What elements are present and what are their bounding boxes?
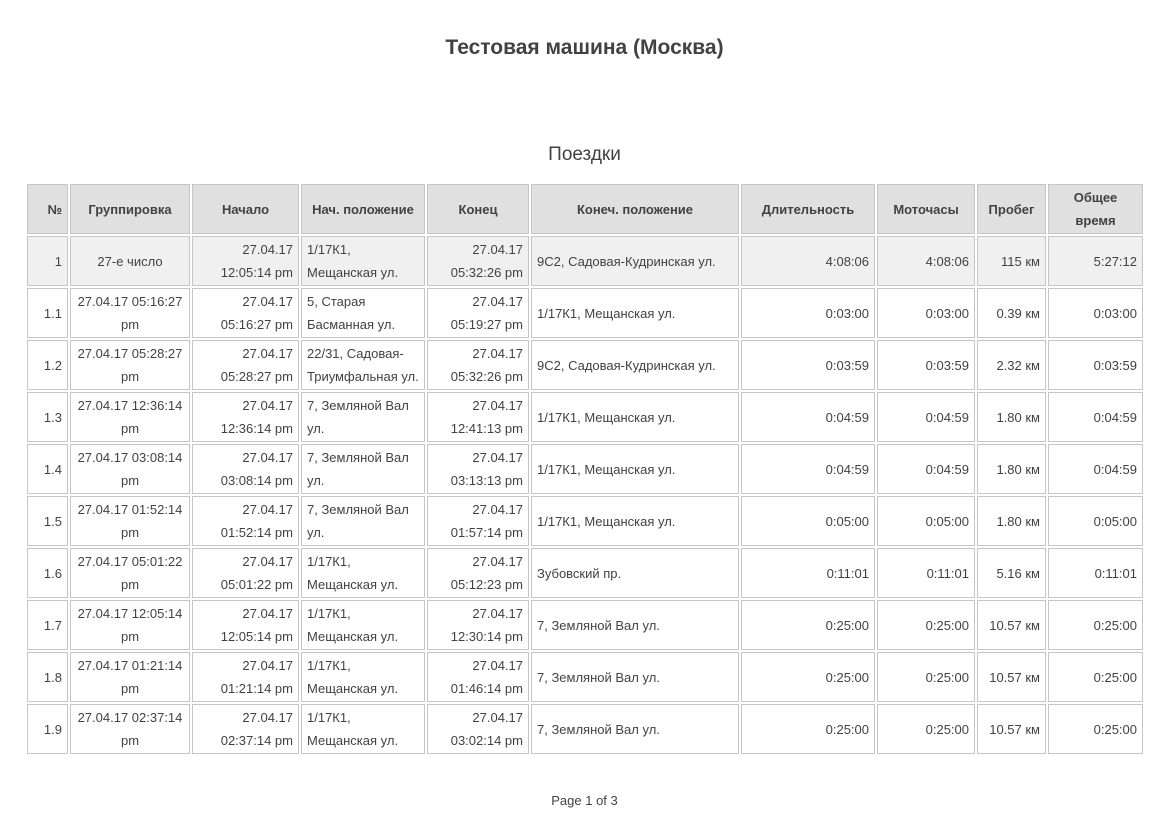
cell-total_time: 0:04:59 bbox=[1048, 444, 1143, 494]
cell-start: 27.04.17 12:05:14 pm bbox=[192, 600, 299, 650]
cell-engine_hours: 0:04:59 bbox=[877, 444, 975, 494]
cell-duration: 0:03:59 bbox=[741, 340, 875, 390]
cell-start_pos: 7, Земляной Вал ул. bbox=[301, 496, 425, 546]
cell-end_pos: 9С2, Садовая-Кудринская ул. bbox=[531, 236, 739, 286]
cell-end_pos: 7, Земляной Вал ул. bbox=[531, 600, 739, 650]
cell-end: 27.04.17 12:41:13 pm bbox=[427, 392, 529, 442]
cell-group: 27.04.17 05:16:27 pm bbox=[70, 288, 190, 338]
cell-engine_hours: 4:08:06 bbox=[877, 236, 975, 286]
cell-engine_hours: 0:25:00 bbox=[877, 704, 975, 754]
cell-start: 27.04.17 05:16:27 pm bbox=[192, 288, 299, 338]
trip-row bbox=[27, 288, 1143, 338]
cell-group: 27.04.17 03:08:14 pm bbox=[70, 444, 190, 494]
page-number: Page 1 of 3 bbox=[551, 793, 618, 808]
cell-num: 1.1 bbox=[27, 288, 68, 338]
cell-end_pos: 1/17К1, Мещанская ул. bbox=[531, 392, 739, 442]
column-header-mileage: Пробег bbox=[977, 184, 1046, 234]
cell-start: 27.04.17 05:01:22 pm bbox=[192, 548, 299, 598]
cell-mileage: 1.80 км bbox=[977, 444, 1046, 494]
cell-group: 27.04.17 05:01:22 pm bbox=[70, 548, 190, 598]
cell-group: 27.04.17 12:36:14 pm bbox=[70, 392, 190, 442]
cell-group: 27.04.17 12:05:14 pm bbox=[70, 600, 190, 650]
cell-start: 27.04.17 02:37:14 pm bbox=[192, 704, 299, 754]
cell-start_pos: 1/17К1, Мещанская ул. bbox=[301, 236, 425, 286]
cell-duration: 0:25:00 bbox=[741, 652, 875, 702]
cell-duration: 4:08:06 bbox=[741, 236, 875, 286]
cell-mileage: 2.32 км bbox=[977, 340, 1046, 390]
cell-end_pos: 1/17К1, Мещанская ул. bbox=[531, 288, 739, 338]
cell-num: 1.6 bbox=[27, 548, 68, 598]
cell-start: 27.04.17 12:36:14 pm bbox=[192, 392, 299, 442]
cell-end: 27.04.17 12:30:14 pm bbox=[427, 600, 529, 650]
cell-duration: 0:25:00 bbox=[741, 704, 875, 754]
cell-mileage: 10.57 км bbox=[977, 652, 1046, 702]
cell-engine_hours: 0:11:01 bbox=[877, 548, 975, 598]
section-title: Поездки bbox=[548, 144, 621, 165]
trip-row bbox=[27, 704, 1143, 754]
column-header-start: Начало bbox=[192, 184, 299, 234]
cell-num: 1.8 bbox=[27, 652, 68, 702]
cell-end_pos: 7, Земляной Вал ул. bbox=[531, 652, 739, 702]
cell-mileage: 115 км bbox=[977, 236, 1046, 286]
cell-duration: 0:11:01 bbox=[741, 548, 875, 598]
cell-start_pos: 1/17К1, Мещанская ул. bbox=[301, 704, 425, 754]
trips-table bbox=[25, 182, 1145, 756]
cell-engine_hours: 0:04:59 bbox=[877, 392, 975, 442]
cell-end: 27.04.17 03:13:13 pm bbox=[427, 444, 529, 494]
cell-total_time: 0:04:59 bbox=[1048, 392, 1143, 442]
cell-engine_hours: 0:05:00 bbox=[877, 496, 975, 546]
cell-end_pos: 1/17К1, Мещанская ул. bbox=[531, 496, 739, 546]
cell-mileage: 5.16 км bbox=[977, 548, 1046, 598]
cell-end: 27.04.17 05:32:26 pm bbox=[427, 340, 529, 390]
cell-end: 27.04.17 05:19:27 pm bbox=[427, 288, 529, 338]
cell-num: 1.5 bbox=[27, 496, 68, 546]
trip-row bbox=[27, 600, 1143, 650]
trip-row bbox=[27, 340, 1143, 390]
cell-total_time: 0:05:00 bbox=[1048, 496, 1143, 546]
cell-duration: 0:04:59 bbox=[741, 392, 875, 442]
cell-engine_hours: 0:03:00 bbox=[877, 288, 975, 338]
column-header-end_pos: Конеч. положение bbox=[531, 184, 739, 234]
column-header-start_pos: Нач. положение bbox=[301, 184, 425, 234]
cell-start_pos: 7, Земляной Вал ул. bbox=[301, 392, 425, 442]
cell-group: 27-е число bbox=[70, 236, 190, 286]
column-header-total_time: Общее время bbox=[1048, 184, 1143, 234]
cell-end_pos: 1/17К1, Мещанская ул. bbox=[531, 444, 739, 494]
cell-start: 27.04.17 01:52:14 pm bbox=[192, 496, 299, 546]
cell-start_pos: 1/17К1, Мещанская ул. bbox=[301, 548, 425, 598]
cell-total_time: 0:25:00 bbox=[1048, 652, 1143, 702]
cell-start_pos: 1/17К1, Мещанская ул. bbox=[301, 600, 425, 650]
cell-end: 27.04.17 03:02:14 pm bbox=[427, 704, 529, 754]
column-header-duration: Длительность bbox=[741, 184, 875, 234]
cell-duration: 0:05:00 bbox=[741, 496, 875, 546]
cell-group: 27.04.17 02:37:14 pm bbox=[70, 704, 190, 754]
cell-mileage: 10.57 км bbox=[977, 704, 1046, 754]
trip-row bbox=[27, 392, 1143, 442]
trip-row bbox=[27, 444, 1143, 494]
cell-num: 1.3 bbox=[27, 392, 68, 442]
cell-total_time: 0:11:01 bbox=[1048, 548, 1143, 598]
cell-mileage: 1.80 км bbox=[977, 496, 1046, 546]
cell-num: 1 bbox=[27, 236, 68, 286]
cell-end: 27.04.17 05:32:26 pm bbox=[427, 236, 529, 286]
cell-num: 1.4 bbox=[27, 444, 68, 494]
cell-end: 27.04.17 01:46:14 pm bbox=[427, 652, 529, 702]
column-header-engine_hours: Моточасы bbox=[877, 184, 975, 234]
cell-start_pos: 1/17К1, Мещанская ул. bbox=[301, 652, 425, 702]
report-title: Тестовая машина (Москва) bbox=[445, 36, 724, 59]
cell-num: 1.2 bbox=[27, 340, 68, 390]
table-header-row bbox=[27, 184, 1143, 234]
cell-mileage: 1.80 км bbox=[977, 392, 1046, 442]
cell-total_time: 0:25:00 bbox=[1048, 600, 1143, 650]
cell-end_pos: 9С2, Садовая-Кудринская ул. bbox=[531, 340, 739, 390]
trip-row bbox=[27, 652, 1143, 702]
cell-engine_hours: 0:03:59 bbox=[877, 340, 975, 390]
cell-start_pos: 5, Старая Басманная ул. bbox=[301, 288, 425, 338]
cell-start: 27.04.17 12:05:14 pm bbox=[192, 236, 299, 286]
cell-group: 27.04.17 05:28:27 pm bbox=[70, 340, 190, 390]
trips-table-head bbox=[27, 184, 1143, 234]
cell-duration: 0:03:00 bbox=[741, 288, 875, 338]
cell-mileage: 10.57 км bbox=[977, 600, 1046, 650]
column-header-group: Группировка bbox=[70, 184, 190, 234]
cell-total_time: 0:03:00 bbox=[1048, 288, 1143, 338]
cell-end_pos: 7, Земляной Вал ул. bbox=[531, 704, 739, 754]
cell-end: 27.04.17 01:57:14 pm bbox=[427, 496, 529, 546]
column-header-num: № bbox=[27, 184, 68, 234]
cell-mileage: 0.39 км bbox=[977, 288, 1046, 338]
cell-group: 27.04.17 01:21:14 pm bbox=[70, 652, 190, 702]
cell-total_time: 5:27:12 bbox=[1048, 236, 1143, 286]
cell-total_time: 0:03:59 bbox=[1048, 340, 1143, 390]
cell-start: 27.04.17 05:28:27 pm bbox=[192, 340, 299, 390]
cell-end_pos: Зубовский пр. bbox=[531, 548, 739, 598]
trip-row bbox=[27, 496, 1143, 546]
cell-end: 27.04.17 05:12:23 pm bbox=[427, 548, 529, 598]
cell-num: 1.9 bbox=[27, 704, 68, 754]
cell-start_pos: 22/31, Садовая-Триумфальная ул. bbox=[301, 340, 425, 390]
cell-num: 1.7 bbox=[27, 600, 68, 650]
cell-engine_hours: 0:25:00 bbox=[877, 600, 975, 650]
cell-duration: 0:25:00 bbox=[741, 600, 875, 650]
cell-start: 27.04.17 01:21:14 pm bbox=[192, 652, 299, 702]
cell-duration: 0:04:59 bbox=[741, 444, 875, 494]
cell-engine_hours: 0:25:00 bbox=[877, 652, 975, 702]
group-row bbox=[27, 236, 1143, 286]
trip-row bbox=[27, 548, 1143, 598]
cell-start: 27.04.17 03:08:14 pm bbox=[192, 444, 299, 494]
trips-table-body bbox=[27, 236, 1143, 754]
cell-start_pos: 7, Земляной Вал ул. bbox=[301, 444, 425, 494]
column-header-end: Конец bbox=[427, 184, 529, 234]
cell-group: 27.04.17 01:52:14 pm bbox=[70, 496, 190, 546]
cell-total_time: 0:25:00 bbox=[1048, 704, 1143, 754]
